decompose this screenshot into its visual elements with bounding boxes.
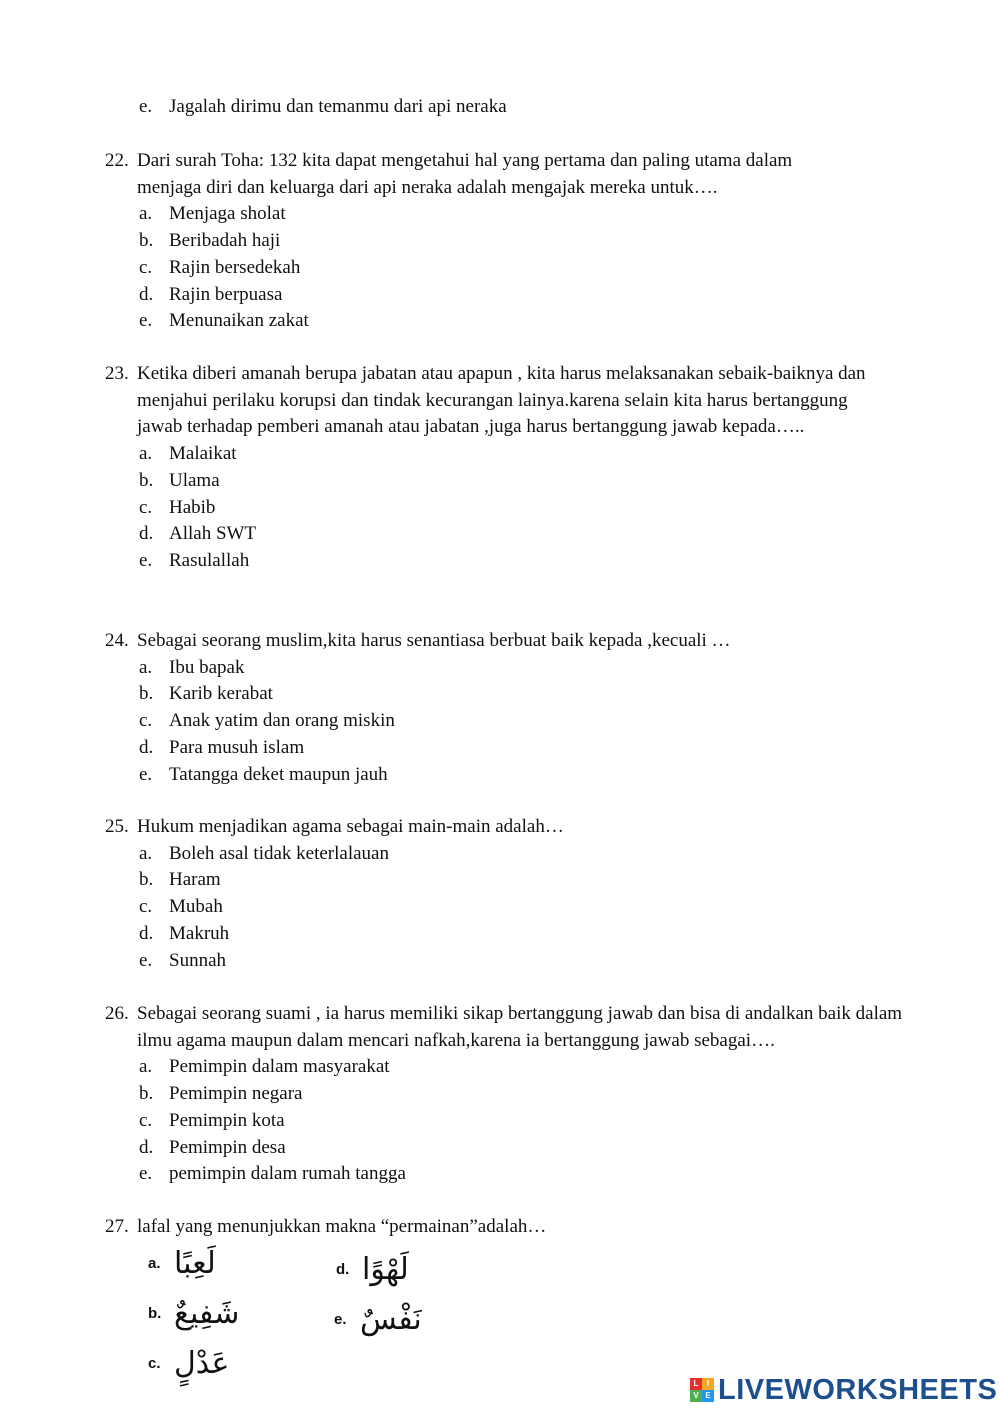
logo-mark-cell: V bbox=[690, 1390, 702, 1402]
option-text: Pemimpin kota bbox=[169, 1109, 285, 1131]
option-letter: e. bbox=[334, 1310, 347, 1328]
option-letter: e. bbox=[139, 763, 153, 785]
option-text: Pemimpin dalam masyarakat bbox=[169, 1056, 390, 1078]
arabic-word: لَهْوًا bbox=[362, 1252, 409, 1287]
question-27 bbox=[105, 1214, 905, 1241]
option-letter: d. bbox=[336, 1260, 350, 1278]
option-letter: e. bbox=[139, 96, 153, 117]
arabic-options-grid bbox=[148, 1246, 468, 1386]
option-text: Pemimpin negara bbox=[169, 1083, 303, 1105]
option-d[interactable] bbox=[139, 735, 905, 762]
question-number: 22. bbox=[105, 150, 129, 171]
question-number: 27. bbox=[105, 1216, 129, 1237]
question-number: 23. bbox=[105, 363, 129, 384]
option-letter: c. bbox=[139, 1109, 153, 1131]
option-text: Pemimpin desa bbox=[169, 1136, 286, 1158]
option-letter: c. bbox=[139, 710, 153, 732]
option-text: Boleh asal tidak keterlalauan bbox=[169, 842, 389, 864]
option-text: Rajin berpuasa bbox=[169, 283, 283, 305]
question-text: lafal yang menunjukkan makna “permainan”adalah… bbox=[137, 1216, 547, 1237]
option-letter: d. bbox=[139, 283, 154, 305]
arabic-option-b[interactable] bbox=[148, 1296, 239, 1332]
option-letter: a. bbox=[139, 443, 153, 465]
option-text: Makruh bbox=[169, 922, 230, 944]
option-text: Rajin bersedekah bbox=[169, 256, 301, 278]
question-number: 26. bbox=[105, 1003, 129, 1024]
option-letter: c. bbox=[139, 496, 153, 518]
logo-mark-cell: L bbox=[690, 1378, 702, 1390]
option-c[interactable] bbox=[139, 1108, 905, 1135]
option-letter: e. bbox=[139, 310, 153, 332]
option-letter: b. bbox=[139, 1083, 154, 1105]
previous-question-option-e bbox=[139, 94, 507, 121]
logo-text: LIVEWORKSHEETS bbox=[718, 1373, 998, 1406]
option-letter: b. bbox=[139, 683, 154, 705]
question-22 bbox=[105, 148, 905, 335]
arabic-option-d[interactable] bbox=[336, 1252, 409, 1288]
option-b[interactable] bbox=[139, 867, 905, 894]
option-letter: e. bbox=[139, 549, 153, 571]
option-letter: a. bbox=[139, 1056, 153, 1078]
logo-mark-cell: E bbox=[702, 1390, 714, 1402]
options-list bbox=[105, 441, 905, 575]
arabic-word: عَدْلٍ bbox=[174, 1346, 230, 1381]
option-e[interactable] bbox=[139, 548, 905, 575]
arabic-word: شَفِيعٌ bbox=[174, 1296, 240, 1331]
option-letter: d. bbox=[139, 1136, 154, 1158]
option-d[interactable] bbox=[139, 1135, 905, 1162]
option-text: Karib kerabat bbox=[169, 683, 273, 705]
option-e[interactable] bbox=[139, 948, 905, 975]
option-a[interactable] bbox=[139, 201, 905, 228]
option-letter: b. bbox=[139, 230, 154, 252]
option-letter: a. bbox=[148, 1254, 161, 1272]
arabic-word: لَعِبًا bbox=[174, 1246, 216, 1281]
option-text: Allah SWT bbox=[169, 523, 257, 545]
option-text: Tatangga deket maupun jauh bbox=[169, 763, 388, 785]
options-list bbox=[105, 655, 905, 789]
options-list bbox=[105, 1054, 905, 1188]
option-letter: d. bbox=[139, 736, 154, 758]
option-a[interactable] bbox=[139, 1054, 905, 1081]
option-c[interactable] bbox=[139, 708, 905, 735]
logo-mark-cell: I bbox=[702, 1378, 714, 1390]
question-number: 24. bbox=[105, 630, 129, 651]
option-text: Menjaga sholat bbox=[169, 203, 286, 225]
option-c[interactable] bbox=[139, 495, 905, 522]
option-text: pemimpin dalam rumah tangga bbox=[169, 1163, 406, 1185]
option-text: Sunnah bbox=[169, 949, 226, 971]
option-a[interactable] bbox=[139, 841, 905, 868]
question-text: Hukum menjadikan agama sebagai main-main adalah… bbox=[137, 816, 564, 837]
option-c[interactable] bbox=[139, 255, 905, 282]
option-e[interactable] bbox=[139, 308, 905, 335]
option-text: Menunaikan zakat bbox=[169, 310, 309, 332]
arabic-word: نَفْسٌ bbox=[360, 1302, 422, 1337]
options-list bbox=[105, 201, 905, 335]
option-text: Ulama bbox=[169, 469, 220, 491]
option-letter: a. bbox=[139, 842, 153, 864]
option-letter: e. bbox=[139, 1163, 153, 1185]
option-d[interactable] bbox=[139, 521, 905, 548]
option-e[interactable] bbox=[139, 1161, 905, 1188]
question-text: Sebagai seorang muslim,kita harus senantiasa berbuat baik kepada ,kecuali … bbox=[137, 630, 731, 651]
option-text: Malaikat bbox=[169, 443, 237, 465]
option-d[interactable] bbox=[139, 921, 905, 948]
option-b[interactable] bbox=[139, 228, 905, 255]
question-text: Ketika diberi amanah berupa jabatan atau apapun , kita harus melaksanakan sebaik-baiknya dan menjahui perilaku korupsi dan tindak kecurangan lainya.karena selain kita harus bertanggung jawab terhadap pemberi amanah atau jabatan ,juga harus bertanggung jawab kepada….. bbox=[137, 363, 866, 438]
option-text: Rasulallah bbox=[169, 549, 250, 571]
option-d[interactable] bbox=[139, 282, 905, 309]
option-b[interactable] bbox=[139, 681, 905, 708]
option-letter: b. bbox=[148, 1304, 162, 1322]
question-text: Sebagai seorang suami , ia harus memiliki sikap bertanggung jawab dan bisa di andalkan baik dalam ilmu agama maupun dalam mencari nafkah,karena ia bertanggung jawab sebagai…. bbox=[137, 1003, 903, 1051]
option-letter: e. bbox=[139, 949, 153, 971]
question-number: 25. bbox=[105, 816, 129, 837]
option-letter: a. bbox=[139, 656, 153, 678]
option-text: Beribadah haji bbox=[169, 230, 281, 252]
option-letter: d. bbox=[139, 523, 154, 545]
question-26 bbox=[105, 1001, 905, 1188]
question-24 bbox=[105, 628, 905, 788]
liveworksheets-logo bbox=[690, 1374, 997, 1406]
option-text: Anak yatim dan orang miskin bbox=[169, 710, 395, 732]
option-text: Para musuh islam bbox=[169, 736, 305, 758]
option-letter: a. bbox=[139, 203, 153, 225]
option-letter: b. bbox=[139, 869, 154, 891]
option-text: Haram bbox=[169, 869, 221, 891]
option-letter: c. bbox=[139, 256, 153, 278]
option-c[interactable] bbox=[139, 894, 905, 921]
option-a[interactable] bbox=[139, 655, 905, 682]
option-letter: b. bbox=[139, 469, 154, 491]
option-text: Ibu bapak bbox=[169, 656, 245, 678]
question-23 bbox=[105, 361, 905, 575]
option-a[interactable] bbox=[139, 441, 905, 468]
option-text: Mubah bbox=[169, 896, 223, 918]
option-text: Habib bbox=[169, 496, 216, 518]
option-letter: c. bbox=[148, 1354, 161, 1372]
question-text: Dari surah Toha: 132 kita dapat mengetahui hal yang pertama dan paling utama dalam menjaga diri dan keluarga dari api neraka adalah mengajak mereka untuk…. bbox=[137, 150, 793, 198]
arabic-option-c[interactable] bbox=[148, 1346, 229, 1382]
option-b[interactable] bbox=[139, 1081, 905, 1108]
option-letter: c. bbox=[139, 896, 153, 918]
option-text: Jagalah dirimu dan temanmu dari api neraka bbox=[169, 96, 507, 117]
option-letter: d. bbox=[139, 922, 154, 944]
arabic-option-a[interactable] bbox=[148, 1246, 216, 1282]
logo-mark-icon bbox=[690, 1378, 714, 1402]
option-e[interactable] bbox=[139, 762, 905, 789]
question-25 bbox=[105, 814, 905, 974]
arabic-option-e[interactable] bbox=[334, 1302, 422, 1338]
options-list bbox=[105, 841, 905, 975]
option-b[interactable] bbox=[139, 468, 905, 495]
